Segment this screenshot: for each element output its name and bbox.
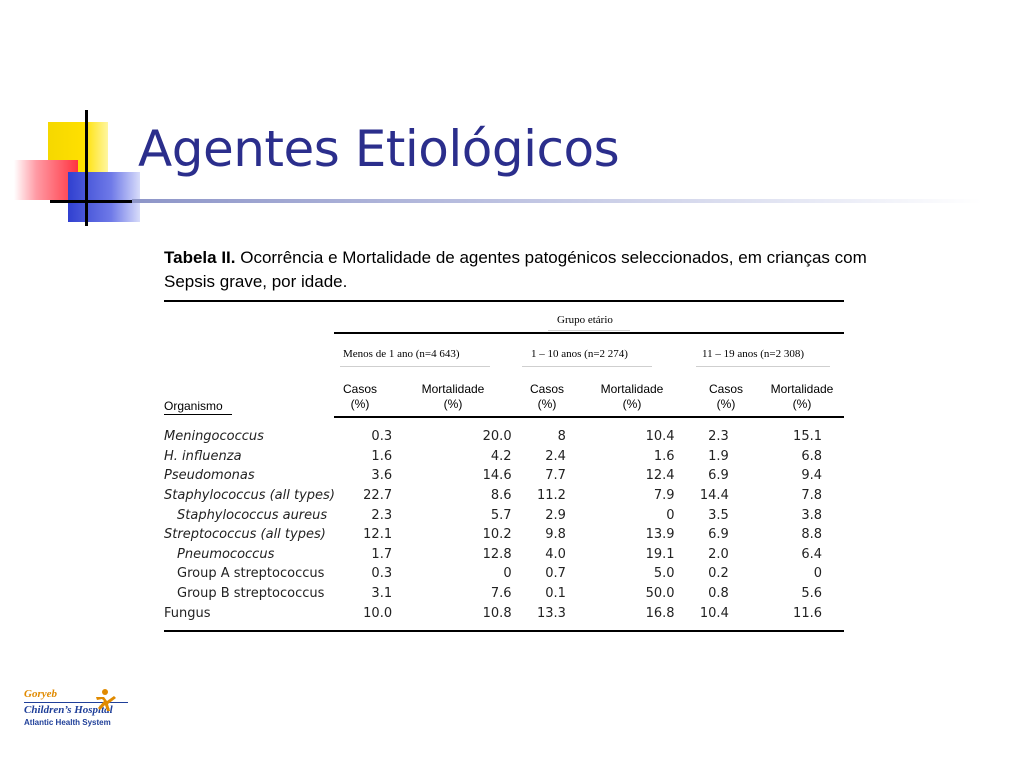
value-cell: 9.4 [801, 468, 822, 484]
col-header-casos-3: Casos (%) [708, 382, 743, 411]
value-cell: 10.4 [645, 429, 675, 445]
table-row [164, 486, 844, 506]
value-cell: 14.4 [699, 488, 729, 504]
value-cell: 20.0 [482, 429, 512, 445]
value-cell: 50.0 [645, 586, 675, 602]
value-cell: 5.6 [801, 586, 822, 602]
table-bottom-rule [164, 630, 844, 632]
group-2-underline [522, 366, 652, 367]
value-cell: 1.6 [371, 448, 393, 464]
col-header-mortalidade-2: Mortalidade (%) [600, 382, 664, 411]
value-cell: 7.6 [490, 586, 512, 602]
organism-cell: Meningococcus [164, 429, 264, 445]
title-ornament-blue [68, 172, 140, 222]
value-cell: 22.7 [363, 488, 393, 504]
value-cell: 0.7 [545, 566, 566, 582]
value-cell: 11.6 [793, 605, 822, 621]
value-cell: 13.9 [645, 527, 675, 543]
value-cell: 8.8 [801, 527, 822, 543]
value-cell: 6.8 [801, 448, 822, 464]
value-cell: 12.4 [645, 468, 675, 484]
group-label-underline [548, 330, 630, 331]
group-rule [334, 332, 844, 334]
table-row [164, 447, 844, 467]
hospital-logo [24, 688, 128, 727]
value-cell: 3.8 [801, 507, 822, 523]
etiology-table [164, 427, 844, 623]
value-cell: 9.8 [545, 527, 566, 543]
slide-title: Agentes Etiológicos [138, 120, 620, 178]
value-cell: 2.9 [545, 507, 566, 523]
value-cell: 1.7 [371, 546, 393, 562]
header-bottom-rule [334, 416, 844, 418]
value-cell: 6.4 [801, 546, 822, 562]
value-cell: 10.4 [699, 605, 729, 621]
group-header-2: 1 – 10 anos (n=2 274) [531, 348, 628, 360]
value-cell: 19.1 [645, 546, 675, 562]
running-child-icon [94, 688, 120, 712]
col-header-mortalidade-3: Mortalidade (%) [770, 382, 834, 411]
value-cell: 5.0 [653, 566, 675, 582]
organism-cell: Pseudomonas [164, 468, 255, 484]
organism-cell: H. influenza [164, 448, 242, 464]
group-header-3: 11 – 19 anos (n=2 308) [702, 348, 805, 360]
value-cell: 0.3 [371, 566, 393, 582]
col-header-mortalidade-1: Mortalidade (%) [421, 382, 485, 411]
value-cell: 12.8 [482, 546, 512, 562]
caption-text: Ocorrência e Mortalidade de agentes patogénicos seleccionados, em crianças com Sepsis grave, por idade. [164, 248, 867, 291]
value-cell: 8.6 [490, 488, 512, 504]
value-cell: 16.8 [645, 605, 675, 621]
value-cell: 8 [557, 429, 566, 445]
organism-cell: Group A streptococcus [177, 566, 325, 582]
value-cell: 0.3 [371, 429, 393, 445]
title-ornament-vline [85, 110, 88, 226]
value-cell: 2.3 [371, 507, 393, 523]
logo-line-2: Children’s Hospital [24, 702, 128, 716]
organism-cell: Staphylococcus aureus [177, 507, 328, 523]
table-row [164, 427, 844, 447]
value-cell: 3.1 [371, 586, 393, 602]
organism-cell: Streptococcus (all types) [164, 527, 326, 543]
value-cell: 10.2 [482, 527, 512, 543]
value-cell: 7.8 [801, 488, 822, 504]
value-cell: 12.1 [363, 527, 393, 543]
group-3-underline [696, 366, 830, 367]
group-header-1: Menos de 1 ano (n=4 643) [343, 348, 460, 360]
table-row [164, 466, 844, 486]
table-row [164, 564, 844, 584]
organism-underline [164, 414, 232, 415]
group-label: Grupo etário [557, 314, 613, 326]
value-cell: 2.0 [708, 546, 729, 562]
table-row [164, 603, 844, 623]
col-header-organism: Organismo [164, 399, 223, 413]
value-cell: 7.7 [545, 468, 566, 484]
value-cell: 0.2 [708, 566, 729, 582]
value-cell: 1.6 [653, 448, 675, 464]
value-cell: 0 [666, 507, 675, 523]
table-row [164, 545, 844, 565]
value-cell: 0.1 [545, 586, 566, 602]
value-cell: 7.9 [653, 488, 675, 504]
value-cell: 11.2 [536, 488, 566, 504]
value-cell: 10.0 [363, 605, 393, 621]
value-cell: 2.4 [545, 448, 566, 464]
value-cell: 0 [813, 566, 822, 582]
organism-cell: Staphylococcus (all types) [164, 488, 335, 504]
organism-cell: Fungus [164, 605, 211, 621]
table-row [164, 584, 844, 604]
value-cell: 3.5 [708, 507, 729, 523]
value-cell: 14.6 [482, 468, 512, 484]
value-cell: 0.8 [708, 586, 729, 602]
value-cell: 4.0 [545, 546, 566, 562]
value-cell: 6.9 [708, 468, 729, 484]
table-row [164, 505, 844, 525]
value-cell: 3.6 [371, 468, 393, 484]
value-cell: 6.9 [708, 527, 729, 543]
value-cell: 13.3 [536, 605, 566, 621]
value-cell: 5.7 [490, 507, 512, 523]
value-cell: 4.2 [490, 448, 512, 464]
col-header-casos-2: Casos (%) [529, 382, 564, 411]
value-cell: 15.1 [793, 429, 822, 445]
value-cell: 0 [503, 566, 512, 582]
value-cell: 2.3 [708, 429, 729, 445]
table-row [164, 525, 844, 545]
value-cell: 10.8 [482, 605, 512, 621]
col-header-casos-1: Casos (%) [342, 382, 377, 411]
title-underline [132, 199, 982, 203]
table-caption [164, 246, 884, 294]
group-1-underline [340, 366, 490, 367]
organism-cell: Pneumococcus [177, 546, 275, 562]
caption-label: Tabela II. [164, 248, 236, 267]
logo-line-1: Goryeb [24, 688, 57, 700]
organism-cell: Group B streptococcus [177, 586, 325, 602]
title-ornament-hline [50, 200, 132, 203]
value-cell: 1.9 [708, 448, 729, 464]
table-top-rule [164, 300, 844, 302]
logo-line-3: Atlantic Health System [24, 718, 111, 727]
